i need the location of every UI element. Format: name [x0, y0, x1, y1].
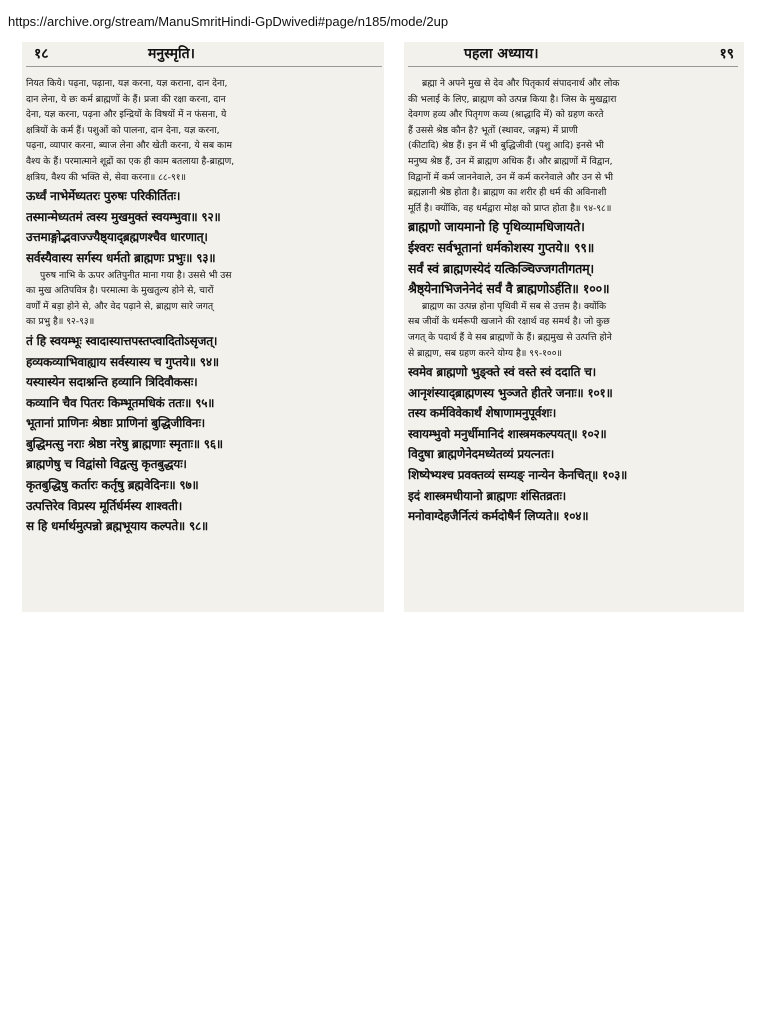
- prose-line: से ब्राह्मण, सब ग्रहण करने योग्य है॥ ९९-१००॥: [408, 347, 562, 359]
- prose-line: देना, यज्ञ करना, पढ़ना और इन्द्रियों के विषयों में न फंसना, ये: [26, 109, 227, 121]
- prose-line: हैं उससे श्रेष्ठ कौन है? भूतों (स्थावर, जङ्गम) में प्राणी: [408, 124, 578, 136]
- verse-line: इदं शास्त्रमधीयानो ब्राह्मणः शंसितव्रतः।: [408, 488, 567, 503]
- verse-line: श्रैष्ठ्येनाभिजनेनेदं सर्वं वै ब्राह्मणोऽर्हति॥ १००॥: [408, 281, 610, 297]
- left-page: [26, 44, 382, 604]
- verse-line: तं हि स्वयम्भूः स्वादास्यात्तपस्तप्त्वादितोऽसृजत्।: [26, 333, 218, 348]
- right-page-number: १९: [719, 46, 734, 62]
- right-commentary-a: [408, 77, 738, 215]
- prose-line: पढ़ना, व्यापार करना, ब्याज लेना और खेती करना, ये सब काम: [26, 140, 232, 152]
- prose-line: का मुख अतिपवित्र है। परमात्मा के मुखतुल्य होने से, चारों: [26, 285, 214, 297]
- verse-line: बुद्धिमत्सु नराः श्रेष्ठा नरेषु ब्राह्मणाः स्मृताः॥ ९६॥: [26, 436, 223, 451]
- prose-line: नियत किये। पढ़ना, पढ़ाना, यज्ञ करना, यज्ञ कराना, दान देना,: [26, 78, 228, 89]
- prose-line: वैश्य के हैं। परमात्माने शूद्रों का एक ही काम बतलाया है-ब्राह्मण,: [26, 155, 235, 167]
- left-verses-a: [26, 186, 382, 268]
- verse-line: मनोवाग्देहजैर्नित्यं कर्मदोषैर्न लिप्यते॥ १०४॥: [408, 509, 589, 524]
- prose-line: (कीटादि) श्रेष्ठ हैं। इन में भी बुद्धिजीवी (पशु आदि) इनसे भी: [408, 140, 604, 152]
- prose-line: जगत् के पदार्थ हैं वे सब ब्राह्मणों के हैं। ब्रह्ममुख से उत्पत्ति होने: [408, 331, 612, 343]
- left-commentary-a: [26, 77, 382, 184]
- left-running-head: [26, 44, 382, 67]
- prose-line: ब्रह्मज्ञानी श्रेष्ठ होता है। ब्राह्मण का शरीर ही धर्म की अविनाशी: [408, 187, 607, 199]
- right-page: [408, 44, 738, 604]
- right-running-head: [408, 44, 738, 67]
- right-commentary-b: [408, 300, 738, 360]
- prose-line: मूर्ति है। क्योंकि, वह धर्मद्वारा मोक्ष को प्राप्त होता है॥ ९४-९८॥: [408, 202, 612, 214]
- prose-line: की भलाई के लिए, ब्राह्मण को उत्पन्न किया है। जिस के मुखद्वारा: [408, 93, 617, 105]
- verse-line: कव्यानि चैव पितरः किम्भूतमधिकं ततः॥ ९५॥: [26, 395, 215, 410]
- prose-line: क्षत्रिय, वैश्य की भक्ति से, सेवा करना॥ ८८-९१॥: [26, 171, 187, 183]
- prose-line: ब्रह्मा ने अपने मुख से देव और पितृकार्य संपादनार्थ और लोक: [422, 78, 620, 89]
- prose-line: वर्णों में बड़ा होने से, और वेद पढ़ाने से, ब्राह्मण सारे जगत्: [26, 300, 214, 312]
- prose-line: विद्वानों में कर्म जाननेवाले, उन में कर्म करनेवाले और उन से भी: [408, 171, 613, 183]
- verse-line: स हि धर्मार्थमुत्पन्नो ब्रह्मभूयाय कल्पते॥ ९८॥: [26, 519, 209, 534]
- left-commentary-b: [26, 269, 382, 329]
- left-verses-b: [26, 331, 382, 537]
- verse-line: यस्यास्येन सदाश्नन्ति हव्यानि त्रिदिवौकसः।: [26, 375, 198, 390]
- prose-line: क्षत्रियों के कर्म हैं। पशुओं को पालना, दान देना, यज्ञ करना,: [26, 124, 220, 136]
- page-url[interactable]: https://archive.org/stream/ManuSmritHindi-GpDwivedi#page/n185/mode/2up: [8, 14, 449, 29]
- verse-line: उत्तमाङ्गोद्भवाज्ज्यैष्ठ्याद्ब्रह्मणश्चैव धारणात्।: [26, 230, 208, 245]
- book-gutter: [384, 42, 404, 612]
- left-page-number: १८: [34, 46, 49, 62]
- prose-line: का प्रभु है॥ ९२-९३॥: [26, 316, 95, 328]
- verse-line: उत्पत्तिरेव विप्रस्य मूर्तिर्धर्मस्य शाश्वती।: [26, 498, 183, 513]
- verse-line: तस्य कर्मविवेकार्थं शेषाणामनुपूर्वशः।: [408, 406, 557, 421]
- prose-line: सब जीवों के धर्मरूपी खजाने की रक्षार्थ वह समर्थ है। जो कुछ: [408, 316, 610, 328]
- right-verses-a: [408, 217, 738, 299]
- right-verses-b: [408, 362, 738, 527]
- verse-line: स्वमेव ब्राह्मणो भुङ्क्ते स्वं वस्ते स्वं ददाति च।: [408, 365, 596, 380]
- verse-line: ईश्वरः सर्वभूतानां धर्मकोशस्य गुप्तये॥ ९९॥: [408, 239, 595, 255]
- prose-line: पुरुष नाभि के ऊपर अतिपुनीत माना गया है। उससे भी उस: [40, 269, 232, 281]
- verse-line: स्वायम्भुवो मनुर्धीमानिदं शास्त्रमकल्पयत्॥ १०२॥: [408, 426, 607, 441]
- verse-line: ब्राह्मणेषु च विद्वांसो विद्वत्सु कृतबुद्धयः।: [26, 457, 187, 472]
- verse-line: ब्राह्मणो जायमानो हि पृथिव्यामधिजायते।: [408, 219, 585, 235]
- verse-line: तस्मान्मेध्यतमं त्वस्य मुखमुक्तं स्वयम्भुवा॥ ९२॥: [26, 209, 221, 224]
- verse-line: विदुषा ब्राह्मणेनेदमध्येतव्यं प्रयत्नतः।: [408, 447, 555, 462]
- left-page-title: मनुस्मृति।: [148, 46, 195, 62]
- verse-line: कृतबुद्धिषु कर्तारः कर्तृषु ब्रह्मवेदिनः॥ ९७॥: [26, 478, 199, 493]
- verse-line: आनृशंस्याद्ब्राह्मणस्य भुञ्जते हीतरे जनाः॥ १०१॥: [408, 385, 613, 400]
- verse-line: हव्यकव्याभिवाह्याय सर्वस्यास्य च गुप्तये॥ ९४॥: [26, 354, 219, 369]
- right-page-title: पहला अध्याय।: [464, 46, 539, 62]
- verse-line: सर्वस्यैवास्य सर्गस्य धर्मतो ब्राह्मणः प्रभुः॥ ९३॥: [26, 250, 216, 265]
- prose-line: ब्राह्मण का उत्पन्न होना पृथिवी में सब से उत्तम है। क्योंकि: [422, 300, 607, 312]
- verse-line: शिष्येभ्यश्च प्रवक्तव्यं सम्यङ् नान्येन केनचित्॥ १०३॥: [408, 468, 628, 483]
- prose-line: मनुष्य श्रेष्ठ हैं, उन में ब्राह्मण अधिक हैं। और ब्राह्मणों में विद्वान,: [408, 155, 613, 167]
- verse-line: ऊर्ध्वं नाभेर्मेध्यतरः पुरुषः परिकीर्तितः।: [26, 189, 181, 204]
- prose-line: देवगण हव्य और पितृगण कव्य (श्राद्धादि में) को ग्रहण करते: [408, 109, 604, 121]
- verse-line: भूतानां प्राणिनः श्रेष्ठाः प्राणिनां बुद्धिजीविनः।: [26, 416, 206, 431]
- verse-line: सर्वं स्वं ब्राह्मणस्येदं यत्किञ्चिज्जगतीगतम्।: [408, 260, 594, 276]
- prose-line: दान लेना, ये छः कर्म ब्राह्मणों के हैं। प्रजा की रक्षा करना, दान: [26, 93, 226, 105]
